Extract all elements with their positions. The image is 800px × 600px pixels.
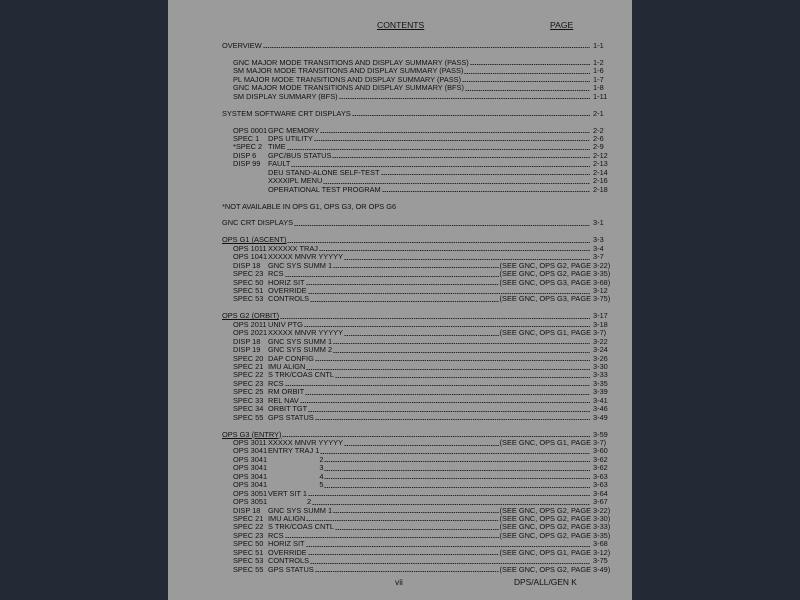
- toc-entry-title: HORIZ SIT: [268, 539, 305, 549]
- toc-entry: [222, 220, 627, 228]
- dot-leader: [294, 225, 590, 226]
- toc-entry-code: SPEC 34: [233, 404, 264, 414]
- dot-leader: [465, 90, 590, 91]
- toc-entry-page: 3-63: [593, 471, 608, 481]
- toc-entry-code: DISP 18: [233, 505, 261, 515]
- toc-entry-code: SPEC 23: [233, 269, 264, 279]
- dot-leader: [462, 81, 590, 82]
- dot-leader: [335, 529, 499, 530]
- toc-entry-page: 3-39: [593, 387, 608, 397]
- dot-leader: [470, 64, 590, 65]
- toc-entry-crossref: (SEE GNC, OPS G2, PAGE: [499, 564, 591, 574]
- toc-entry: [222, 566, 627, 574]
- toc-entry-crossref: (SEE GNC, OPS G2, PAGE: [499, 522, 591, 532]
- toc-entry-page: 3-7): [593, 438, 607, 448]
- toc-entry-title: RCS: [268, 530, 284, 540]
- toc-entry-title: DPS UTILITY: [268, 133, 313, 143]
- toc-entry-title: ENTRY TRAJ 1: [268, 446, 320, 456]
- toc-entry-title: CONTROLS: [268, 294, 310, 304]
- toc-entry-page: 2-14: [593, 167, 608, 177]
- dot-leader: [306, 369, 590, 370]
- dot-leader: [305, 394, 590, 395]
- dot-leader: [308, 411, 590, 412]
- toc-entry-title: TIME: [268, 142, 286, 152]
- toc-entry-code: OPS 1011: [233, 243, 267, 253]
- toc-entry-title: S TRK/COAS CNTL: [268, 522, 334, 532]
- toc-entry-crossref: (SEE GNC, OPS G1, PAGE: [499, 438, 591, 448]
- dot-leader: [315, 571, 499, 572]
- toc-entry-page: 3-68): [593, 277, 611, 287]
- toc-entry-title: XXXXX MNVR YYYYY: [268, 328, 344, 338]
- toc-entry-page: 3-62: [593, 454, 608, 464]
- dot-leader: [319, 250, 590, 251]
- toc-entry-crossref: (SEE GNC, OPS G2, PAGE: [499, 269, 591, 279]
- toc-entry-title: SM MAJOR MODE TRANSITIONS AND DISPLAY SUMMARY (PASS): [233, 66, 464, 76]
- dot-leader: [306, 284, 499, 285]
- dot-leader: [287, 149, 590, 150]
- toc-entry-page: 3-12: [593, 286, 608, 296]
- toc-entry-page: 2-16: [593, 176, 608, 186]
- toc-entry-page: 3-22: [593, 336, 608, 346]
- dot-leader: [315, 419, 590, 420]
- toc-entry-page: 3-18: [593, 319, 608, 329]
- toc-entry-page: 3-63: [593, 480, 608, 490]
- toc-entry-title: GNC SYS SUMM 1: [268, 260, 333, 270]
- toc-entry: [222, 203, 627, 211]
- dot-leader: [333, 512, 498, 513]
- toc-entry-title: SM DISPLAY SUMMARY (BFS): [233, 91, 338, 101]
- toc-entry-page: 1-2: [593, 57, 604, 67]
- toc-entry-page: 3-30: [593, 362, 608, 372]
- toc-entry-page: 2-6: [593, 133, 604, 143]
- toc-entry-code: SPEC 20: [233, 353, 264, 363]
- toc-entry-page: 3-26: [593, 353, 608, 363]
- toc-entry-title: 2: [268, 497, 312, 507]
- dot-leader: [263, 47, 590, 48]
- toc-entry: [222, 42, 627, 50]
- toc-entry-code: OPS 3041: [233, 463, 268, 473]
- toc-entry-page: 3-75: [593, 556, 608, 566]
- toc-entry-title: CONTROLS: [268, 556, 310, 566]
- dot-leader: [285, 276, 499, 277]
- toc-entry-page: 3-35): [593, 269, 611, 279]
- toc-entry-crossref: (SEE GNC, OPS G1, PAGE: [499, 547, 591, 557]
- toc-entry-title: OPS G2 (ORBIT): [222, 311, 280, 321]
- dot-leader: [324, 478, 590, 479]
- toc-entry-title: RM ORBIT: [268, 387, 305, 397]
- toc-entry-title: ORBIT TGT: [268, 404, 308, 414]
- toc-entry-code: OPS 3051: [233, 497, 268, 507]
- toc-entry-page: 3-33): [593, 522, 611, 532]
- toc-entry-title: DAP CONFIG: [268, 353, 314, 363]
- footer-document-id: DPS/ALL/GEN K: [514, 577, 577, 587]
- dot-leader: [310, 563, 590, 564]
- toc-entry-code: SPEC 23: [233, 378, 264, 388]
- toc-entry-code: DISP 6: [233, 150, 257, 160]
- toc-entry-page: 3-68: [593, 539, 608, 549]
- toc-entry-title: VERT SIT 1: [268, 488, 308, 498]
- dot-leader: [335, 377, 590, 378]
- toc-entry-code: OPS 3051: [233, 488, 268, 498]
- toc-entry-code: SPEC 51: [233, 547, 264, 557]
- toc-entry-title: GNC MAJOR MODE TRANSITIONS AND DISPLAY SUMMARY (BFS): [233, 83, 464, 93]
- toc-entry-title: GNC SYS SUMM 2: [268, 345, 333, 355]
- document-page: [168, 0, 632, 600]
- toc-entry: [222, 110, 627, 118]
- toc-entry-title: S TRK/COAS CNTL: [268, 370, 334, 380]
- toc-entry-title: 2: [268, 454, 324, 464]
- dot-leader: [320, 453, 590, 454]
- toc-entry-page: 3-22): [593, 260, 611, 270]
- toc-entry-page: 3-49): [593, 564, 611, 574]
- dot-leader: [304, 326, 590, 327]
- toc-entry-page: 3-17: [593, 311, 608, 321]
- toc-entry-code: OPS 2011: [233, 319, 267, 329]
- dot-leader: [291, 166, 590, 167]
- toc-entry-page: 3-1: [593, 218, 604, 228]
- table-of-contents: [222, 42, 627, 574]
- dot-leader: [282, 436, 590, 437]
- dot-leader: [306, 546, 590, 547]
- toc-entry-code: SPEC 50: [233, 277, 264, 287]
- toc-entry-page: 3-22): [593, 505, 611, 515]
- dot-leader: [308, 293, 590, 294]
- toc-entry-title: OVERRIDE: [268, 547, 307, 557]
- toc-entry-code: SPEC 55: [233, 564, 264, 574]
- toc-entry-page: 2-1: [593, 108, 604, 118]
- toc-entry-page: 3-3: [593, 235, 604, 245]
- toc-entry-page: 3-60: [593, 446, 608, 456]
- toc-entry-title: OPS G3 (ENTRY): [222, 429, 282, 439]
- toc-entry-page: 3-59: [593, 429, 608, 439]
- dot-leader: [324, 487, 590, 488]
- toc-entry-page: 3-24: [593, 345, 608, 355]
- toc-entry-title: IMU ALIGN: [268, 513, 306, 523]
- toc-entry-code: DISP 18: [233, 336, 261, 346]
- toc-entry: [222, 296, 627, 304]
- toc-entry-code: SPEC 50: [233, 539, 264, 549]
- toc-entry-code: DISP 99: [233, 159, 261, 169]
- dot-leader: [333, 267, 498, 268]
- toc-entry-code: DISP 18: [233, 260, 261, 270]
- toc-entry-code: OPS 1041: [233, 252, 268, 262]
- dot-leader: [464, 73, 590, 74]
- toc-entry-title: FAULT: [268, 159, 291, 169]
- dot-leader: [344, 259, 590, 260]
- dot-leader: [344, 445, 499, 446]
- toc-entry-page: 3-30): [593, 513, 611, 523]
- toc-entry-page: 3-49: [593, 412, 608, 422]
- toc-entry-page: 3-75): [593, 294, 611, 304]
- dot-leader: [312, 504, 590, 505]
- contents-heading: CONTENTS: [377, 20, 425, 30]
- toc-entry-code: SPEC 1: [233, 133, 260, 143]
- toc-entry-code: *SPEC 2: [233, 142, 263, 152]
- toc-entry-page: 3-41: [593, 395, 608, 405]
- toc-entry-crossref: (SEE GNC, OPS G3, PAGE: [499, 294, 591, 304]
- dot-leader: [300, 402, 590, 403]
- toc-entry-page: 3-46: [593, 404, 608, 414]
- toc-entry-title: IMU ALIGN: [268, 362, 306, 372]
- toc-entry-code: SPEC 33: [233, 395, 264, 405]
- toc-entry-code: OPS 3041: [233, 471, 268, 481]
- dot-leader: [285, 385, 590, 386]
- toc-entry-title: OPERATIONAL TEST PROGRAM: [268, 184, 381, 194]
- toc-entry-crossref: (SEE GNC, OPS G2, PAGE: [499, 505, 591, 515]
- toc-entry-page: 1-8: [593, 83, 604, 93]
- toc-entry-title: 4: [268, 471, 324, 481]
- toc-entry-title: RCS: [268, 269, 284, 279]
- dot-leader: [308, 554, 499, 555]
- toc-entry-crossref: (SEE GNC, OPS G2, PAGE: [499, 530, 591, 540]
- toc-entry-title: HORIZ SIT: [268, 277, 305, 287]
- toc-entry-code: SPEC 55: [233, 412, 264, 422]
- dot-leader: [352, 115, 590, 116]
- toc-entry-page: 3-67: [593, 497, 608, 507]
- dot-leader: [285, 537, 499, 538]
- toc-entry: [222, 93, 627, 101]
- dot-leader: [344, 335, 499, 336]
- toc-entry-page: 1-1: [593, 40, 604, 50]
- dot-leader: [315, 360, 590, 361]
- toc-entry-crossref: (SEE GNC, OPS G2, PAGE: [499, 260, 591, 270]
- toc-entry-title: 5: [268, 480, 324, 490]
- toc-entry-page: 3-4: [593, 243, 604, 253]
- toc-entry-title: REL NAV: [268, 395, 299, 405]
- dot-leader: [320, 132, 590, 133]
- toc-entry-code: SPEC 21: [233, 362, 264, 372]
- toc-entry-code: SPEC 22: [233, 522, 264, 532]
- toc-entry-title: GPS STATUS: [268, 564, 314, 574]
- footer-page-number: vii: [395, 577, 403, 587]
- toc-entry-title: *NOT AVAILABLE IN OPS G1, OPS G3, OR OPS G6: [222, 201, 397, 211]
- dot-leader: [324, 461, 590, 462]
- dot-leader: [323, 183, 590, 184]
- toc-entry-title: UNIV PTG: [268, 319, 303, 329]
- toc-entry-code: SPEC 23: [233, 530, 264, 540]
- toc-entry-code: SPEC 53: [233, 556, 264, 566]
- toc-entry-page: 1-6: [593, 66, 604, 76]
- toc-entry-page: 1-11: [593, 91, 608, 101]
- dot-leader: [381, 174, 590, 175]
- toc-entry-page: 2-12: [593, 150, 608, 160]
- toc-entry-page: 3-33: [593, 370, 608, 380]
- toc-entry-page: 2-2: [593, 125, 604, 135]
- toc-entry-title: XXXXXX TRAJ: [268, 243, 318, 253]
- toc-entry-page: 2-9: [593, 142, 604, 152]
- dot-leader: [306, 520, 498, 521]
- toc-entry-crossref: (SEE GNC, OPS G3, PAGE: [499, 277, 591, 287]
- toc-entry-title: DEU STAND-ALONE SELF-TEST: [268, 167, 380, 177]
- toc-entry-title: GPC/BUS STATUS: [268, 150, 332, 160]
- dot-leader: [339, 98, 590, 99]
- toc-entry-code: OPS 2021: [233, 328, 268, 338]
- toc-entry-code: SPEC 53: [233, 294, 264, 304]
- toc-entry-page: 2-13: [593, 159, 608, 169]
- dot-leader: [333, 352, 590, 353]
- dot-leader: [280, 318, 590, 319]
- toc-entry-title: OVERRIDE: [268, 286, 307, 296]
- toc-entry-page: 3-62: [593, 463, 608, 473]
- toc-entry-title: GNC MAJOR MODE TRANSITIONS AND DISPLAY SUMMARY (PASS): [233, 57, 469, 67]
- dot-leader: [332, 157, 590, 158]
- toc-entry-title: XXXXIPL MENU: [268, 176, 323, 186]
- toc-entry-code: SPEC 51: [233, 286, 264, 296]
- toc-entry-code: SPEC 21: [233, 513, 264, 523]
- toc-entry-page: 1-7: [593, 74, 604, 84]
- toc-entry-code: SPEC 22: [233, 370, 264, 380]
- dot-leader: [382, 191, 590, 192]
- toc-entry-code: OPS 3011: [233, 438, 267, 448]
- dot-leader: [287, 242, 590, 243]
- toc-entry-page: 3-35): [593, 530, 611, 540]
- dot-leader: [333, 343, 590, 344]
- dot-leader: [308, 495, 590, 496]
- toc-entry-title: XXXXX MNVR YYYYY: [268, 438, 344, 448]
- toc-entry: [222, 186, 627, 194]
- toc-entry-title: RCS: [268, 378, 284, 388]
- toc-entry-title: PL MAJOR MODE TRANSITIONS AND DISPLAY SUMMARY (PASS): [233, 74, 462, 84]
- toc-entry-page: 3-64: [593, 488, 608, 498]
- toc-entry-code: OPS 3041: [233, 446, 268, 456]
- toc-entry-title: SYSTEM SOFTWARE CRT DISPLAYS: [222, 108, 351, 118]
- toc-entry-title: GNC SYS SUMM 1: [268, 505, 333, 515]
- toc-entry-page: 3-35: [593, 378, 608, 388]
- toc-entry-crossref: (SEE GNC, OPS G1, PAGE: [499, 328, 591, 338]
- toc-entry-title: GNC CRT DISPLAYS: [222, 218, 294, 228]
- toc-entry-page: 3-7): [593, 328, 607, 338]
- page-column-heading: PAGE: [550, 20, 574, 30]
- toc-entry-title: XXXXX MNVR YYYYY: [268, 252, 344, 262]
- toc-entry: [222, 414, 627, 422]
- toc-entry-code: SPEC 25: [233, 387, 264, 397]
- toc-entry-page: 3-12): [593, 547, 611, 557]
- toc-entry-code: OPS 3041: [233, 480, 268, 490]
- toc-entry-code: DISP 19: [233, 345, 261, 355]
- toc-entry-title: OVERVIEW: [222, 40, 262, 50]
- dot-leader: [324, 470, 590, 471]
- toc-entry-code: OPS 3041: [233, 454, 268, 464]
- toc-entry-code: OPS 0001: [233, 125, 268, 135]
- toc-entry-page: 2-18: [593, 184, 608, 194]
- toc-entry-page: 3-7: [593, 252, 604, 262]
- dot-leader: [310, 301, 498, 302]
- toc-entry-title: 3: [268, 463, 324, 473]
- toc-entry-crossref: (SEE GNC, OPS G2, PAGE: [499, 513, 591, 523]
- toc-entry-title: GPS STATUS: [268, 412, 314, 422]
- toc-entry-title: GPC MEMORY: [268, 125, 320, 135]
- dot-leader: [314, 140, 590, 141]
- toc-entry-title: GNC SYS SUMM 1: [268, 336, 333, 346]
- toc-entry-title: OPS G1 (ASCENT): [222, 235, 287, 245]
